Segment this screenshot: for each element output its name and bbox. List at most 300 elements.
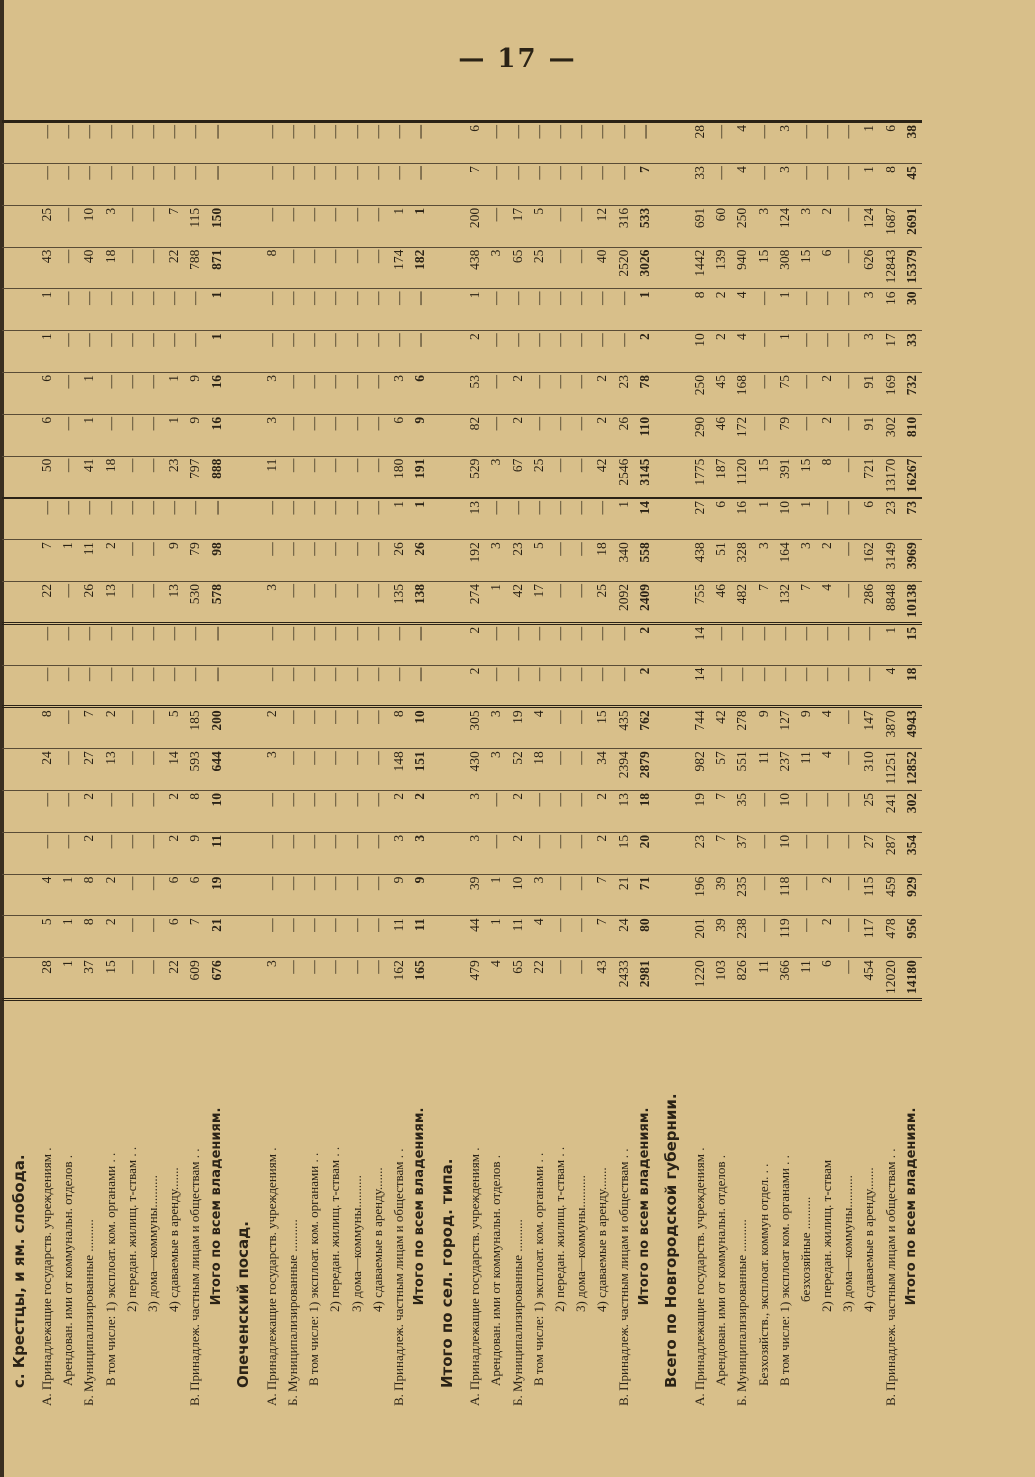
value-cell: 44	[464, 916, 485, 958]
value-cell: 826	[731, 958, 752, 1000]
value-cell: —	[570, 247, 591, 289]
value-cell: 187	[710, 456, 731, 498]
value-cell: —	[324, 582, 345, 624]
value-cell: —	[261, 289, 282, 331]
row-label: В. Принадлеж. частным лицам и обществам . .	[388, 1000, 409, 1413]
table-row	[345, 122, 366, 1413]
value-cell: 15	[591, 707, 612, 749]
value-cell: —	[837, 122, 858, 164]
value-cell: —	[388, 623, 409, 665]
value-cell: 3	[464, 832, 485, 874]
value-cell: 7	[184, 916, 205, 958]
value-cell: 14	[634, 498, 655, 540]
value-cell: 16	[731, 498, 752, 540]
value-cell: —	[121, 205, 142, 247]
value-cell: 6	[858, 498, 879, 540]
table-row	[303, 122, 324, 1413]
value-cell: 982	[689, 749, 710, 791]
value-cell: —	[591, 623, 612, 665]
value-cell: —	[261, 665, 282, 707]
value-cell: 16	[206, 373, 227, 415]
value-cell: 529	[464, 456, 485, 498]
value-cell: 1220	[689, 958, 710, 1000]
empty-cell	[2, 456, 36, 498]
value-cell: 28	[689, 122, 710, 164]
value-cell: 7	[464, 164, 485, 206]
value-cell: —	[78, 665, 99, 707]
value-cell: 3	[261, 414, 282, 456]
value-cell: —	[345, 958, 366, 1000]
value-cell: —	[345, 498, 366, 540]
value-cell: 11	[78, 540, 99, 582]
value-cell: 6	[388, 414, 409, 456]
value-cell: 3	[464, 791, 485, 833]
value-cell: 40	[78, 247, 99, 289]
value-cell: 250	[689, 373, 710, 415]
value-cell: 2	[100, 540, 121, 582]
value-cell: —	[163, 164, 184, 206]
value-cell: 191	[409, 456, 430, 498]
value-cell: 10	[689, 331, 710, 373]
value-cell: 46	[710, 582, 731, 624]
value-cell: —	[570, 205, 591, 247]
value-cell: 3	[858, 331, 879, 373]
value-cell: 3	[858, 289, 879, 331]
empty-cell	[227, 916, 261, 958]
value-cell: —	[367, 958, 388, 1000]
row-label: 4) сдаваемые в аренду.......	[367, 1000, 388, 1413]
value-cell: 3	[261, 582, 282, 624]
value-cell: —	[121, 414, 142, 456]
value-cell: 172	[731, 414, 752, 456]
value-cell: —	[549, 707, 570, 749]
value-cell: 91	[858, 373, 879, 415]
value-cell: —	[324, 498, 345, 540]
value-cell: —	[367, 582, 388, 624]
value-cell: 23	[507, 540, 528, 582]
value-cell: —	[710, 122, 731, 164]
value-cell: 2	[634, 623, 655, 665]
row-label: 2) передан. жилищ. т-ствам . .	[121, 1000, 142, 1413]
value-cell: 4	[816, 707, 837, 749]
value-cell: 2	[591, 414, 612, 456]
value-cell: 2	[591, 832, 612, 874]
empty-cell	[2, 665, 36, 707]
value-cell: 3	[485, 707, 506, 749]
value-cell: —	[549, 749, 570, 791]
empty-cell	[430, 874, 464, 916]
value-cell: —	[261, 540, 282, 582]
value-cell: —	[282, 874, 303, 916]
empty-cell	[2, 874, 36, 916]
value-cell: —	[261, 122, 282, 164]
value-cell: —	[100, 414, 121, 456]
section-header	[2, 122, 36, 1413]
value-cell: —	[324, 373, 345, 415]
value-cell: —	[78, 289, 99, 331]
empty-cell	[430, 247, 464, 289]
value-cell: 23	[880, 498, 901, 540]
value-cell: —	[549, 456, 570, 498]
value-cell: —	[367, 205, 388, 247]
value-cell: 1	[464, 289, 485, 331]
value-cell: 2	[464, 331, 485, 373]
value-cell: —	[570, 289, 591, 331]
value-cell: —	[731, 665, 752, 707]
value-cell: —	[324, 456, 345, 498]
value-cell: 38	[901, 122, 922, 164]
value-cell: —	[345, 916, 366, 958]
value-cell: —	[409, 289, 430, 331]
value-cell: 7	[36, 540, 57, 582]
empty-cell	[2, 122, 36, 164]
value-cell: 117	[858, 916, 879, 958]
value-cell: 118	[774, 874, 795, 916]
table-row	[837, 122, 858, 1413]
value-cell: —	[549, 582, 570, 624]
table-row	[261, 122, 282, 1413]
value-cell: 4	[36, 874, 57, 916]
value-cell: 124	[858, 205, 879, 247]
value-cell: —	[858, 623, 879, 665]
value-cell: —	[282, 916, 303, 958]
value-cell: 20	[634, 832, 655, 874]
value-cell: —	[591, 122, 612, 164]
value-cell: —	[261, 832, 282, 874]
value-cell: —	[57, 582, 78, 624]
value-cell: 8	[816, 456, 837, 498]
value-cell: 17	[880, 331, 901, 373]
value-cell: —	[388, 665, 409, 707]
value-cell: —	[570, 331, 591, 373]
value-cell: 10	[774, 498, 795, 540]
value-cell: —	[142, 289, 163, 331]
row-label: А. Принадлежащие государств. учреждениям .	[36, 1000, 57, 1413]
value-cell: 5	[528, 205, 549, 247]
value-cell: —	[837, 373, 858, 415]
value-cell: —	[282, 498, 303, 540]
value-cell: 2	[100, 874, 121, 916]
value-cell: —	[837, 289, 858, 331]
value-cell: —	[163, 331, 184, 373]
empty-cell	[430, 707, 464, 749]
value-cell: 11	[388, 916, 409, 958]
value-cell: —	[485, 205, 506, 247]
value-cell: 3145	[634, 456, 655, 498]
value-cell: 3	[485, 247, 506, 289]
value-cell: —	[324, 665, 345, 707]
value-cell: 1	[36, 331, 57, 373]
value-cell: 168	[731, 373, 752, 415]
value-cell: —	[485, 832, 506, 874]
value-cell: 18	[100, 456, 121, 498]
value-cell: 24	[613, 916, 634, 958]
value-cell: 12	[591, 205, 612, 247]
value-cell: —	[206, 498, 227, 540]
value-cell: 192	[464, 540, 485, 582]
table-row	[100, 122, 121, 1413]
value-cell: —	[345, 331, 366, 373]
value-cell: 12843	[880, 247, 901, 289]
value-cell: —	[100, 498, 121, 540]
value-cell: —	[570, 707, 591, 749]
value-cell: 287	[880, 832, 901, 874]
empty-cell	[430, 373, 464, 415]
value-cell: —	[613, 331, 634, 373]
value-cell: —	[485, 373, 506, 415]
value-cell: —	[837, 164, 858, 206]
value-cell: —	[367, 916, 388, 958]
value-cell: —	[324, 791, 345, 833]
value-cell: —	[549, 874, 570, 916]
row-label: 4) сдаваемые в аренду.......	[163, 1000, 184, 1413]
value-cell: 14	[689, 665, 710, 707]
value-cell: 98	[206, 540, 227, 582]
value-cell: 1687	[880, 205, 901, 247]
value-cell: 6	[184, 874, 205, 916]
value-cell: 4	[731, 331, 752, 373]
value-cell: 200	[464, 205, 485, 247]
empty-cell	[227, 498, 261, 540]
value-cell: —	[549, 164, 570, 206]
empty-cell	[2, 916, 36, 958]
table-row	[142, 122, 163, 1413]
empty-cell	[227, 874, 261, 916]
value-cell: —	[57, 707, 78, 749]
value-cell: 45	[901, 164, 922, 206]
value-cell: 37	[731, 832, 752, 874]
value-cell: 22	[36, 582, 57, 624]
value-cell: 438	[464, 247, 485, 289]
value-cell: —	[303, 874, 324, 916]
value-cell: 15	[795, 247, 816, 289]
value-cell: 530	[184, 582, 205, 624]
value-cell: —	[507, 498, 528, 540]
value-cell: —	[282, 958, 303, 1000]
section-title: с. Крестцы, и ям. слобода.	[2, 1000, 36, 1413]
value-cell: 8	[78, 916, 99, 958]
value-cell: 7	[752, 582, 773, 624]
value-cell: —	[613, 665, 634, 707]
value-cell: 2	[409, 791, 430, 833]
row-label: В том числе: 1) эксплоат. ком. органами . .	[528, 1000, 549, 1413]
value-cell: —	[324, 540, 345, 582]
value-cell: —	[367, 164, 388, 206]
value-cell: 2	[816, 205, 837, 247]
table-row	[163, 122, 184, 1413]
empty-cell	[227, 665, 261, 707]
value-cell: —	[528, 791, 549, 833]
empty-cell	[227, 164, 261, 206]
value-cell: —	[388, 122, 409, 164]
value-cell: 328	[731, 540, 752, 582]
value-cell: —	[100, 791, 121, 833]
value-cell: —	[613, 164, 634, 206]
value-cell: —	[367, 707, 388, 749]
value-cell: 22	[163, 958, 184, 1000]
value-cell: 2	[261, 707, 282, 749]
value-cell: 13	[100, 749, 121, 791]
row-label: 3) дома—коммуны..........	[837, 1000, 858, 1413]
value-cell: 609	[184, 958, 205, 1000]
value-cell: 3	[795, 205, 816, 247]
value-cell: 8	[388, 707, 409, 749]
empty-cell	[430, 749, 464, 791]
value-cell: —	[324, 414, 345, 456]
value-cell: 6	[36, 414, 57, 456]
value-cell: —	[324, 832, 345, 874]
value-cell: 138	[409, 582, 430, 624]
value-cell: —	[485, 164, 506, 206]
value-cell: —	[837, 498, 858, 540]
value-cell: —	[549, 205, 570, 247]
value-cell: 12020	[880, 958, 901, 1000]
value-cell: —	[303, 540, 324, 582]
value-cell: 18	[901, 665, 922, 707]
value-cell: 6	[409, 373, 430, 415]
empty-cell	[655, 164, 689, 206]
value-cell: 8	[36, 707, 57, 749]
value-cell: —	[282, 665, 303, 707]
value-cell: 15	[752, 456, 773, 498]
value-cell: —	[795, 414, 816, 456]
value-cell: —	[100, 665, 121, 707]
value-cell: 13	[163, 582, 184, 624]
value-cell: —	[570, 749, 591, 791]
value-cell: —	[549, 958, 570, 1000]
value-cell: —	[121, 373, 142, 415]
value-cell: —	[613, 122, 634, 164]
value-cell: —	[409, 665, 430, 707]
value-cell: —	[282, 832, 303, 874]
value-cell: 7	[78, 707, 99, 749]
value-cell: 7	[591, 916, 612, 958]
value-cell: —	[409, 623, 430, 665]
value-cell: 3	[261, 373, 282, 415]
value-cell: —	[324, 707, 345, 749]
value-cell: 3	[388, 373, 409, 415]
table-row	[880, 122, 901, 1413]
table-body	[2, 122, 922, 1413]
value-cell: 71	[634, 874, 655, 916]
value-cell: 79	[184, 540, 205, 582]
value-cell: 1	[485, 916, 506, 958]
value-cell: 42	[591, 456, 612, 498]
value-cell: 13170	[880, 456, 901, 498]
empty-cell	[227, 331, 261, 373]
value-cell: —	[303, 289, 324, 331]
value-cell: —	[507, 623, 528, 665]
value-cell: —	[549, 540, 570, 582]
empty-cell	[655, 623, 689, 665]
value-cell: 15	[613, 832, 634, 874]
value-cell: —	[57, 289, 78, 331]
value-cell: 82	[464, 414, 485, 456]
value-cell: 103	[710, 958, 731, 1000]
value-cell: 196	[689, 874, 710, 916]
value-cell: —	[184, 289, 205, 331]
value-cell: 115	[184, 205, 205, 247]
value-cell: —	[367, 623, 388, 665]
value-cell: —	[184, 665, 205, 707]
table-row	[367, 122, 388, 1413]
value-cell: 41	[78, 456, 99, 498]
value-cell: —	[367, 665, 388, 707]
row-label: А. Принадлежащие государств. учреждениям .	[689, 1000, 710, 1413]
value-cell: —	[184, 623, 205, 665]
value-cell: 139	[710, 247, 731, 289]
value-cell: —	[837, 540, 858, 582]
empty-cell	[2, 832, 36, 874]
value-cell: 1	[78, 373, 99, 415]
value-cell: —	[121, 164, 142, 206]
value-cell: —	[528, 373, 549, 415]
table-row	[816, 122, 837, 1413]
value-cell: 238	[731, 916, 752, 958]
value-cell: 3	[752, 205, 773, 247]
value-cell: 1	[163, 373, 184, 415]
section-header	[227, 122, 261, 1413]
empty-cell	[655, 331, 689, 373]
value-cell: —	[367, 331, 388, 373]
total-row	[206, 122, 227, 1413]
value-cell: 308	[774, 247, 795, 289]
value-cell: —	[570, 456, 591, 498]
value-cell: —	[549, 331, 570, 373]
value-cell: 7	[710, 832, 731, 874]
value-cell: —	[303, 205, 324, 247]
table-row	[752, 122, 773, 1413]
value-cell: —	[570, 498, 591, 540]
value-cell: 366	[774, 958, 795, 1000]
value-cell: —	[485, 623, 506, 665]
row-label: В том числе: 1) эксплоат. ком. органами . .	[303, 1000, 324, 1413]
value-cell: —	[485, 665, 506, 707]
value-cell: —	[324, 289, 345, 331]
value-cell: —	[528, 164, 549, 206]
value-cell: 10	[206, 791, 227, 833]
value-cell: 721	[858, 456, 879, 498]
value-cell: —	[837, 832, 858, 874]
row-label: В. Принадлеж. частным лицам и обществам . .	[184, 1000, 205, 1413]
table-row	[591, 122, 612, 1413]
value-cell: 3870	[880, 707, 901, 749]
empty-cell	[655, 749, 689, 791]
value-cell: —	[142, 665, 163, 707]
value-cell: —	[303, 916, 324, 958]
value-cell: —	[858, 665, 879, 707]
table-row	[121, 122, 142, 1413]
row-label: В. Принадлеж. частным лицам и обществам . .	[880, 1000, 901, 1413]
value-cell: 3	[388, 832, 409, 874]
value-cell: —	[752, 414, 773, 456]
value-cell: —	[36, 791, 57, 833]
value-cell: 1	[57, 958, 78, 1000]
value-cell: 52	[507, 749, 528, 791]
value-cell: 1	[858, 122, 879, 164]
value-cell: 27	[78, 749, 99, 791]
value-cell: 4943	[901, 707, 922, 749]
empty-cell	[2, 289, 36, 331]
value-cell: —	[142, 791, 163, 833]
value-cell: —	[282, 791, 303, 833]
value-cell: —	[345, 289, 366, 331]
value-cell: 10	[507, 874, 528, 916]
value-cell: 2	[591, 791, 612, 833]
value-cell: —	[282, 373, 303, 415]
value-cell: 127	[774, 707, 795, 749]
value-cell: 5	[528, 540, 549, 582]
